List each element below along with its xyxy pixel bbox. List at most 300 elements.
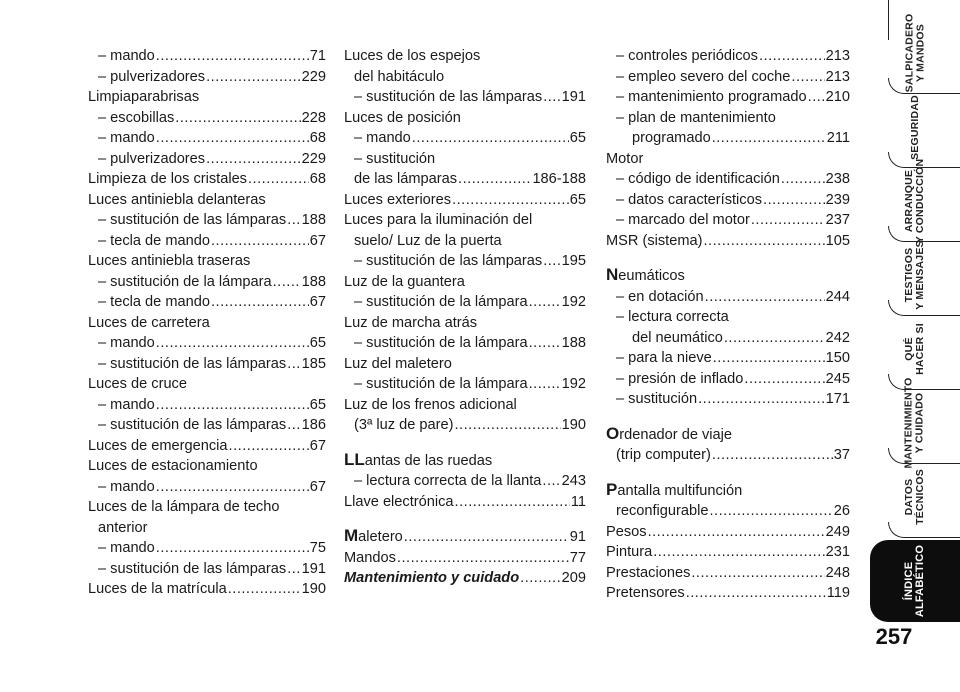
entry-term: Mandos: [344, 549, 396, 566]
index-line: [344, 272, 586, 293]
index-line: [606, 501, 850, 522]
entry-term: (trip computer): [616, 447, 711, 463]
index-entry: [88, 354, 326, 375]
leader-dots: [520, 568, 561, 589]
entry-term: Luces para la iluminación del: [344, 212, 533, 228]
index-column-2: [344, 46, 586, 589]
entry-term: Llave electrónica: [344, 493, 454, 510]
leader-dots: [808, 87, 825, 108]
tab-label: ARRANQUE Y CONDUCCIÓN: [903, 158, 926, 244]
entry-term: – empleo severo del coche: [616, 68, 791, 85]
entry-term: anterior: [98, 519, 148, 536]
index-line: [88, 169, 326, 190]
page-ref: 68: [309, 130, 326, 146]
entry-term: – tecla de mando: [98, 294, 210, 310]
page-ref: 119: [826, 585, 850, 601]
index-entry: [344, 46, 586, 87]
index-entry: [88, 46, 326, 67]
index-line: [344, 450, 586, 472]
index-line: [606, 348, 850, 369]
page-ref: 77: [569, 549, 586, 566]
index-line: [88, 149, 326, 170]
entry-term: Neumáticos: [606, 265, 685, 284]
leader-dots: [455, 492, 570, 513]
entry-term: (3ª luz de pare): [354, 417, 454, 433]
section-gap: [606, 251, 850, 265]
index-line: [88, 456, 326, 477]
entry-term: Luces de la matrícula: [88, 581, 227, 597]
leader-dots: [228, 579, 301, 600]
leader-dots: [751, 210, 825, 231]
index-line: [344, 568, 586, 589]
index-line: [606, 542, 850, 563]
index-entry: [88, 87, 326, 108]
index-line: [606, 149, 850, 170]
index-line: [606, 265, 850, 287]
index-entry: [344, 87, 586, 108]
page-ref: 249: [825, 523, 850, 540]
index-entry: [606, 87, 850, 108]
entry-term: – sustitución de las lámparas: [98, 212, 287, 228]
page-ref: 37: [833, 447, 850, 463]
index-line: [344, 128, 586, 149]
index-line: [344, 87, 586, 108]
leader-dots: [458, 169, 531, 190]
entry-term: Pretensores: [606, 585, 685, 601]
leader-dots: [156, 128, 309, 149]
entry-term: – controles periódicos: [616, 48, 758, 64]
entry-term: Luz del maletero: [344, 355, 452, 372]
section-initial: LL: [344, 449, 365, 469]
index-entry: [88, 231, 326, 252]
entry-term: – sustitución de las lámparas: [98, 417, 287, 433]
page-ref: 231: [825, 544, 850, 560]
tab-label: DATOS TÉCNICOS: [902, 469, 926, 525]
index-entry: [344, 354, 586, 375]
index-line: [88, 518, 326, 539]
index-entry: [606, 480, 850, 522]
index-entry: [344, 568, 586, 589]
leader-dots: [529, 333, 561, 354]
page-ref: 190: [561, 417, 586, 433]
entry-term: – lectura correcta de la llanta: [354, 473, 542, 489]
index-entry: [344, 292, 586, 313]
index-entry: [606, 46, 850, 67]
entry-term: – sustitución de la lámpara: [354, 294, 528, 310]
index-entry: [88, 272, 326, 293]
index-entry: [606, 583, 850, 604]
page-ref: 191: [301, 560, 326, 577]
entry-term: – tecla de mando: [98, 232, 210, 249]
entry-term: suelo/ Luz de la puerta: [354, 232, 502, 249]
entry-term: Luz de los frenos adicional: [344, 396, 517, 413]
entry-term: – presión de inflado: [616, 370, 744, 387]
index-entry: [88, 210, 326, 231]
index-line: [88, 46, 326, 67]
index-entry: [606, 67, 850, 88]
entry-term: – sustitución de las lámparas: [354, 89, 543, 105]
page-ref: 192: [561, 376, 586, 392]
page-ref: 67: [309, 478, 326, 495]
page-ref: 67: [309, 232, 326, 249]
entry-term: LLantas de las ruedas: [344, 449, 493, 469]
index-entry: [88, 436, 326, 457]
entry-term: Luces antiniebla traseras: [88, 253, 251, 269]
index-entry: [88, 579, 326, 600]
index-line: [88, 395, 326, 416]
index-line: [88, 67, 326, 88]
index-line: [88, 190, 326, 211]
page-ref: 188: [301, 273, 326, 290]
leader-dots: [653, 542, 824, 563]
index-line: [344, 313, 586, 334]
tab-6[interactable]: [880, 464, 950, 530]
page-ref: 65: [569, 191, 586, 208]
index-entry: [88, 190, 326, 211]
index-line: [344, 526, 586, 548]
entry-term: – mando: [98, 540, 155, 556]
entry-term: – mando: [98, 130, 155, 146]
leader-dots: [712, 445, 833, 466]
index-line: [344, 149, 586, 170]
entry-term: – mando: [98, 48, 155, 64]
page-ref: 238: [825, 171, 850, 187]
section-gap: [606, 410, 850, 424]
entry-term: Luz de marcha atrás: [344, 314, 478, 331]
entry-term: Luces de carretera: [88, 314, 210, 331]
entry-term: Luces exteriores: [344, 191, 452, 208]
page-ref: 228: [301, 109, 326, 126]
index-line: [606, 307, 850, 328]
tab-divider: [888, 78, 960, 94]
index-entry: [344, 149, 586, 190]
index-line: [88, 272, 326, 293]
index-line: [344, 492, 586, 513]
index-entry: [344, 450, 586, 472]
index-entry: [606, 307, 850, 348]
leader-dots: [229, 436, 309, 457]
index-line: [88, 497, 326, 518]
entry-term: Luces de cruce: [88, 376, 187, 392]
index-entry: [88, 333, 326, 354]
page-ref: 65: [309, 335, 326, 351]
entry-term: – sustitución de la lámpara: [98, 273, 272, 290]
page-ref: 191: [561, 89, 586, 105]
index-column-1: [88, 46, 326, 600]
leader-dots: [206, 67, 301, 88]
tab-divider: [888, 300, 960, 316]
entry-term: – pulverizadores: [98, 68, 206, 85]
index-entry: [344, 492, 586, 513]
tab-3[interactable]: [880, 242, 950, 308]
page-ref: 26: [833, 503, 850, 519]
index-line: [344, 67, 586, 88]
page-ref: 195: [561, 253, 586, 269]
index-line: [344, 415, 586, 436]
entry-term: del neumático: [632, 329, 723, 346]
entry-term: reconfigurable: [616, 503, 709, 519]
page-ref: 186-188: [532, 171, 586, 187]
tab-divider: [888, 0, 960, 40]
index-entry: [344, 548, 586, 569]
entry-term: Luces de la lámpara de techo: [88, 499, 280, 515]
index-line: [88, 333, 326, 354]
index-entry: [606, 348, 850, 369]
index-line: [606, 190, 850, 211]
index-entry: [606, 169, 850, 190]
index-entry: [606, 231, 850, 252]
entry-term: – datos característicos: [616, 191, 763, 208]
index-entry: [344, 471, 586, 492]
page-ref: 188: [301, 212, 326, 228]
page-ref: 171: [825, 391, 850, 407]
index-entry: [88, 251, 326, 272]
page-ref: 65: [569, 130, 586, 146]
index-line: [88, 313, 326, 334]
entry-term: – sustitución de las lámparas: [98, 560, 287, 577]
leader-dots: [712, 128, 826, 149]
entry-term: – sustitución: [354, 150, 436, 167]
index-line: [344, 108, 586, 129]
section-gap: [344, 436, 586, 450]
index-entry: [88, 108, 326, 129]
page-ref: 186: [301, 417, 326, 433]
leader-dots: [287, 415, 300, 436]
index-line: [88, 477, 326, 498]
index-entry: [344, 374, 586, 395]
index-line: [344, 354, 586, 375]
leader-dots: [543, 251, 560, 272]
page-ref: 210: [825, 89, 850, 105]
index-line: [344, 471, 586, 492]
index-line: [344, 251, 586, 272]
tab-1[interactable]: [880, 94, 950, 160]
leader-dots: [156, 395, 309, 416]
entry-term: – mando: [98, 396, 155, 413]
index-line: [344, 333, 586, 354]
index-entry: [88, 559, 326, 580]
index-entry: [344, 313, 586, 334]
leader-dots: [529, 292, 561, 313]
page-ref: 11: [570, 493, 586, 510]
index-line: [606, 369, 850, 390]
index-line: [606, 210, 850, 231]
leader-dots: [248, 169, 309, 190]
page-ref: 237: [825, 212, 850, 228]
leader-dots: [404, 527, 569, 548]
index-entry: [344, 333, 586, 354]
index-line: [88, 559, 326, 580]
index-line: [88, 87, 326, 108]
entry-term: Pesos: [606, 523, 647, 540]
index-entry: [606, 424, 850, 466]
page-ref: 65: [309, 396, 326, 413]
leader-dots: [156, 538, 309, 559]
entry-term: – en dotación: [616, 288, 704, 305]
section-initial: P: [606, 479, 618, 499]
index-line: [606, 231, 850, 252]
tab-label: SALPICADERO Y MANDOS: [903, 13, 926, 93]
leader-dots: [211, 292, 309, 313]
index-entry: [88, 374, 326, 395]
entry-term: – marcado del motor: [616, 212, 750, 228]
page-ref: 213: [825, 48, 850, 64]
page-ref: 192: [561, 294, 586, 310]
index-line: [606, 108, 850, 129]
entry-term: – mando: [354, 130, 411, 146]
index-line: [344, 395, 586, 416]
section-initial: M: [344, 526, 359, 545]
tab-active-indice[interactable]: [870, 540, 960, 622]
index-line: [344, 374, 586, 395]
page-ref: 71: [309, 48, 326, 64]
leader-dots: [791, 67, 824, 88]
leader-dots: [703, 231, 824, 252]
index-line: [88, 415, 326, 436]
index-entry: [88, 415, 326, 436]
index-line: [606, 389, 850, 410]
index-line: [344, 210, 586, 231]
leader-dots: [175, 108, 300, 129]
index-line: [606, 480, 850, 502]
entry-term: – escobillas: [98, 109, 175, 126]
index-line: [344, 231, 586, 252]
index-entry: [88, 128, 326, 149]
page-ref: 185: [301, 355, 326, 372]
leader-dots: [156, 333, 309, 354]
page-ref: 239: [825, 191, 850, 208]
section-initial: N: [606, 265, 619, 284]
index-entry: [606, 369, 850, 390]
leader-dots: [529, 374, 561, 395]
page-ref: 229: [301, 150, 326, 167]
tab-5[interactable]: [880, 377, 950, 469]
entry-term: Luces de emergencia: [88, 437, 228, 454]
leader-dots: [744, 369, 824, 390]
page-ref: 244: [825, 288, 850, 305]
entry-term: Ordenador de viaje: [606, 423, 733, 443]
tab-label: SEGURIDAD: [908, 94, 921, 160]
leader-dots: [156, 477, 309, 498]
section-initial: O: [606, 423, 620, 443]
index-entry: [88, 149, 326, 170]
index-line: [344, 190, 586, 211]
tab-4[interactable]: [880, 316, 950, 382]
page-ref: 91: [569, 529, 586, 545]
index-entry: [344, 128, 586, 149]
page-ref: 75: [309, 540, 326, 556]
page-ref: 243: [561, 473, 586, 489]
index-line: [88, 292, 326, 313]
index-line: [606, 169, 850, 190]
leader-dots: [452, 190, 569, 211]
index-entry: [344, 526, 586, 548]
leader-dots: [543, 87, 560, 108]
page-ref: 209: [561, 570, 586, 586]
entry-term: – sustitución de las lámparas: [98, 355, 287, 372]
index-entry: [88, 67, 326, 88]
page-ref: 105: [825, 232, 850, 249]
leader-dots: [455, 415, 561, 436]
entry-term: Motor: [606, 150, 644, 167]
index-entry: [344, 108, 586, 129]
entry-term: Luz de la guantera: [344, 273, 465, 290]
index-entry: [606, 542, 850, 563]
entry-term: – código de identificación: [616, 171, 780, 187]
tab-label: QUÉ HACER SI: [903, 323, 926, 375]
index-line: [344, 292, 586, 313]
index-line: [88, 436, 326, 457]
index-entry: [606, 149, 850, 170]
entry-term: Mantenimiento y cuidado: [344, 570, 520, 586]
entry-term: – plan de mantenimiento: [616, 109, 776, 126]
index-line: [344, 46, 586, 67]
leader-dots: [211, 231, 309, 252]
page-ref: 229: [301, 68, 326, 85]
leader-dots: [759, 46, 825, 67]
leader-dots: [763, 190, 825, 211]
page-ref: 245: [825, 370, 850, 387]
index-line: [606, 583, 850, 604]
index-line: [606, 563, 850, 584]
index-entry: [606, 522, 850, 543]
entry-term: – sustitución de las lámparas: [354, 253, 543, 269]
index-entry: [606, 210, 850, 231]
index-entry: [344, 210, 586, 251]
entry-term: Luces de posición: [344, 109, 461, 126]
page-ref: 67: [309, 437, 326, 454]
entry-term: programado: [632, 130, 711, 146]
index-entry: [606, 108, 850, 149]
index-entry: [606, 265, 850, 287]
index-entry: [606, 563, 850, 584]
index-line: [88, 210, 326, 231]
tab-label: MANTENIMIENTO Y CUIDADO: [903, 377, 927, 469]
index-entry: [88, 477, 326, 498]
entry-term: Luces de estacionamiento: [88, 458, 258, 474]
leader-dots: [287, 210, 300, 231]
tab-2[interactable]: [880, 158, 950, 244]
entry-term: – sustitución de la lámpara: [354, 376, 528, 392]
entry-term: – mando: [98, 335, 155, 351]
index-entry: [606, 190, 850, 211]
index-line: [606, 128, 850, 149]
index-entry: [88, 538, 326, 559]
entry-term: Luces de los espejos: [344, 48, 481, 64]
index-entry: [88, 313, 326, 334]
index-entry: [606, 389, 850, 410]
index-line: [606, 445, 850, 466]
index-line: [344, 169, 586, 190]
entry-term: – sustitución de la lámpara: [354, 335, 528, 351]
index-column-3: [606, 46, 850, 604]
tab-label: ÍNDICE ALFABÉTICO: [903, 544, 926, 618]
index-entry: [88, 169, 326, 190]
index-entry: [344, 190, 586, 211]
page-ref: 67: [309, 294, 326, 310]
entry-term: del habitáculo: [354, 68, 445, 85]
entry-term: Limpieza de los cristales: [88, 171, 247, 187]
leader-dots: [705, 287, 825, 308]
page-number: 257: [875, 624, 913, 649]
tab-divider: [888, 522, 960, 538]
entry-term: Limpiaparabrisas: [88, 89, 200, 105]
section-tabs: [866, 0, 960, 692]
index-line: [88, 374, 326, 395]
section-gap: [606, 466, 850, 480]
index-line: [88, 108, 326, 129]
index-line: [88, 354, 326, 375]
